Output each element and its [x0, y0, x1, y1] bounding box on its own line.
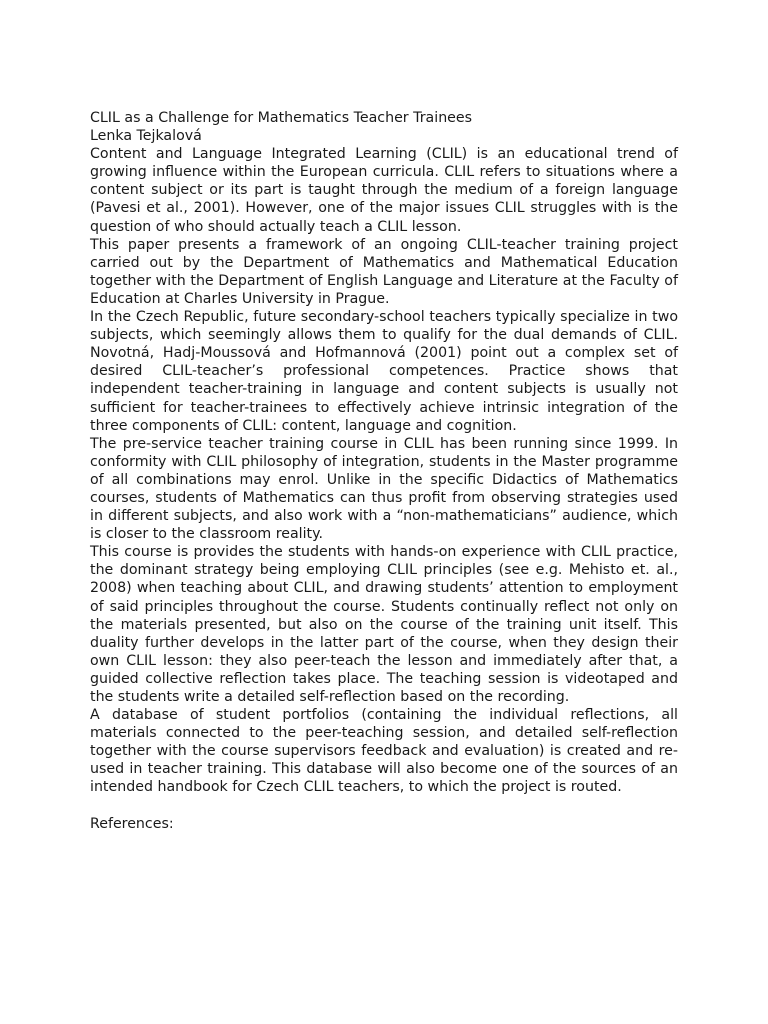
paragraph-czech-context: In the Czech Republic, future secondary-school teachers typically specialize in two subjects, which seemingly allows them to qualify for the dual demands of CLIL. Novotná, Hadj-Moussová and Hofmannová (2001) point out a complex set of desired CLIL-teacher’s professional competences. Practice shows that independent teacher-training in language and content subjects is usually not sufficient for teacher-trainees to effectively achieve intrinsic integration of the three components of CLIL: content, language and cognition. [90, 309, 678, 434]
paragraph-course-history: The pre-service teacher training course in CLIL has been running since 1999. In conformity with CLIL philosophy of integration, students in the Master programme of all combinations may enrol. Unlike in the specific Didactics of Mathematics courses, students of Mathematics can thus profit from observing strategies used in different subjects, and also work with a “non-mathematicians” audience, which is closer to the classroom reality. [90, 435, 678, 543]
document-title: CLIL as a Challenge for Mathematics Teacher Trainees [90, 110, 473, 126]
paragraph-clil-intro: Content and Language Integrated Learning (CLIL) is an educational trend of growing influence within the European curricula. CLIL refers to situations where a content subject or its part is taught through the medium of a foreign language (Pavesi et al., 2001). However, one of the major issues CLIL struggles with is the question of who should actually teach a CLIL lesson. [90, 146, 678, 235]
paragraph-course-description: This course is provides the students with hands-on experience with CLIL practice, the dominant strategy being employing CLIL principles (see e.g. Mehisto et. al., 2008) when teaching about CLIL, and drawing students’ attention to employment of said principles throughout the course. Students continually reflect not only on the materials presented, but also on the course of the training unit itself. This duality further develops in the latter part of the course, when they design their own CLIL lesson: they also peer-teach the lesson and immediately after that, a guided collective reflection takes place. The teaching session is videotaped and the students write a detailed self-reflection based on the recording. [90, 544, 678, 705]
references-heading: References: [90, 815, 174, 832]
paragraph-project-framework: This paper presents a framework of an ongoing CLIL-teacher training project carried out by the Department of Mathematics and Mathematical Education together with the Department of English Language and Literature at the Faculty of Education at Charles University in Prague. [90, 236, 678, 307]
document-page [90, 109, 678, 833]
paragraph-spacer [90, 797, 678, 815]
document-author: Lenka Tejkalová [90, 128, 202, 145]
paragraph-portfolio-database: A database of student portfolios (containing the individual reflections, all materials connected to the peer-teaching session, and detailed self-reflection together with the course supervisors feedback and evaluation) is created and re-used in teacher training. This database will also become one of the sources of an intended handbook for Czech CLIL teachers, to which the project is routed. [90, 707, 678, 796]
